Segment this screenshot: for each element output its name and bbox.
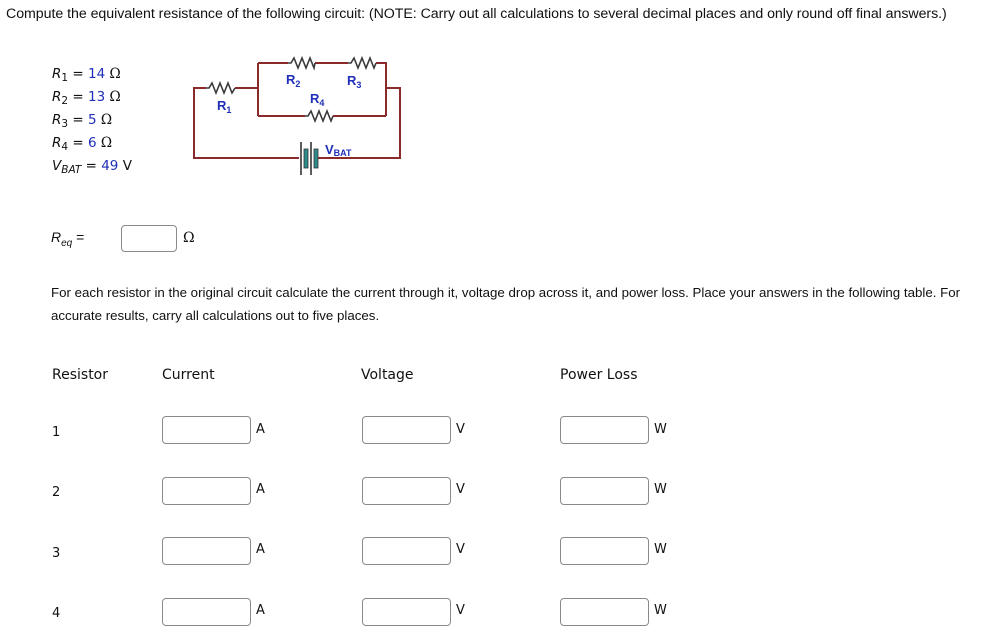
value: 49	[101, 158, 119, 174]
label-r2: $R_2$	[286, 72, 301, 89]
symbol: V	[52, 158, 62, 174]
given-r1	[52, 66, 121, 84]
row-1-voltage-input[interactable]	[362, 416, 451, 444]
header-power-loss: Power Loss	[560, 367, 638, 383]
row-1-voltage-unit: V	[456, 422, 465, 437]
circuit-diagram	[190, 55, 410, 185]
given-r4	[52, 135, 112, 153]
instructions-text: For each resistor in the original circuit calculate the current through it, voltage drop across it, and power loss. Place your answers in the following table. For accurate results, carry all calculations out to five places.	[51, 285, 961, 323]
row-2-voltage-unit: V	[456, 482, 465, 497]
symbol: R	[52, 112, 62, 128]
row-3-power-unit: W	[654, 542, 667, 557]
row-1-power-unit: W	[654, 422, 667, 437]
given-r3	[52, 112, 112, 130]
req-unit: Ω	[183, 230, 195, 246]
unit: Ω	[109, 66, 121, 82]
unit: Ω	[100, 112, 113, 128]
header-voltage: Voltage	[361, 367, 414, 383]
row-4-current-unit: A	[256, 603, 265, 618]
row-1-resistor: 1	[52, 425, 61, 440]
row-3-voltage-input[interactable]	[362, 537, 451, 565]
unit: V	[122, 158, 132, 174]
resistor-zigzags	[206, 58, 376, 121]
row-2-power-unit: W	[654, 482, 667, 497]
value: 6	[87, 135, 97, 151]
row-1-power-input[interactable]	[560, 416, 649, 444]
row-3-resistor: 3	[52, 546, 61, 561]
row-3-current-unit: A	[256, 542, 265, 557]
row-2-current-input[interactable]	[162, 477, 251, 505]
header-resistor: Resistor	[52, 367, 108, 383]
row-3-current-input[interactable]	[162, 537, 251, 565]
subscript: BAT	[61, 164, 82, 176]
resistor-r2-icon	[288, 58, 315, 68]
subscript: 4	[61, 141, 69, 153]
label-r3: $R_3$	[347, 73, 362, 90]
value: 5	[87, 112, 97, 128]
resistor-r1-icon	[206, 83, 235, 93]
symbol: R	[52, 135, 62, 151]
row-1-current-input[interactable]	[162, 416, 251, 444]
req-subscript: eq	[61, 238, 73, 249]
row-4-current-input[interactable]	[162, 598, 251, 626]
row-2-current-unit: A	[256, 482, 265, 497]
equals: =	[76, 229, 85, 245]
unit: Ω	[109, 89, 121, 105]
equals: =	[72, 66, 84, 82]
row-2-power-input[interactable]	[560, 477, 649, 505]
row-4-voltage-input[interactable]	[362, 598, 451, 626]
req-input[interactable]	[121, 225, 177, 252]
row-4-voltage-unit: V	[456, 603, 465, 618]
given-r2	[52, 89, 121, 107]
subscript: 1	[61, 72, 69, 84]
row-4-power-input[interactable]	[560, 598, 649, 626]
unit: Ω	[100, 135, 113, 151]
subscript: 3	[61, 118, 69, 130]
row-2-voltage-input[interactable]	[362, 477, 451, 505]
header-current: Current	[162, 367, 215, 383]
label-vbat: VBAT	[325, 142, 352, 158]
question-title: Compute the equivalent resistance of the following circuit: (NOTE: Carry out all calculations to several decimal places and only round off final answers.)	[6, 6, 947, 22]
equals: =	[72, 135, 84, 151]
req-symbol: R	[51, 229, 62, 245]
equals: =	[72, 89, 84, 105]
given-vbat	[52, 158, 132, 176]
subscript: 2	[61, 95, 69, 107]
symbol: R	[52, 66, 62, 82]
req-label	[51, 229, 84, 249]
label-r1: $R_1$	[217, 98, 232, 115]
row-2-resistor: 2	[52, 485, 61, 500]
row-3-voltage-unit: V	[456, 542, 465, 557]
equals: =	[72, 112, 84, 128]
resistor-r3-icon	[348, 58, 376, 68]
value: 14	[87, 66, 106, 82]
row-3-power-input[interactable]	[560, 537, 649, 565]
resistor-r4-icon	[305, 111, 333, 121]
row-4-resistor: 4	[52, 606, 61, 621]
battery-icon	[270, 142, 318, 175]
row-4-power-unit: W	[654, 603, 667, 618]
value: 13	[87, 89, 106, 105]
equals: =	[85, 158, 97, 174]
row-1-current-unit: A	[256, 422, 265, 437]
label-r4: $R_4$	[310, 91, 325, 108]
symbol: R	[52, 89, 62, 105]
